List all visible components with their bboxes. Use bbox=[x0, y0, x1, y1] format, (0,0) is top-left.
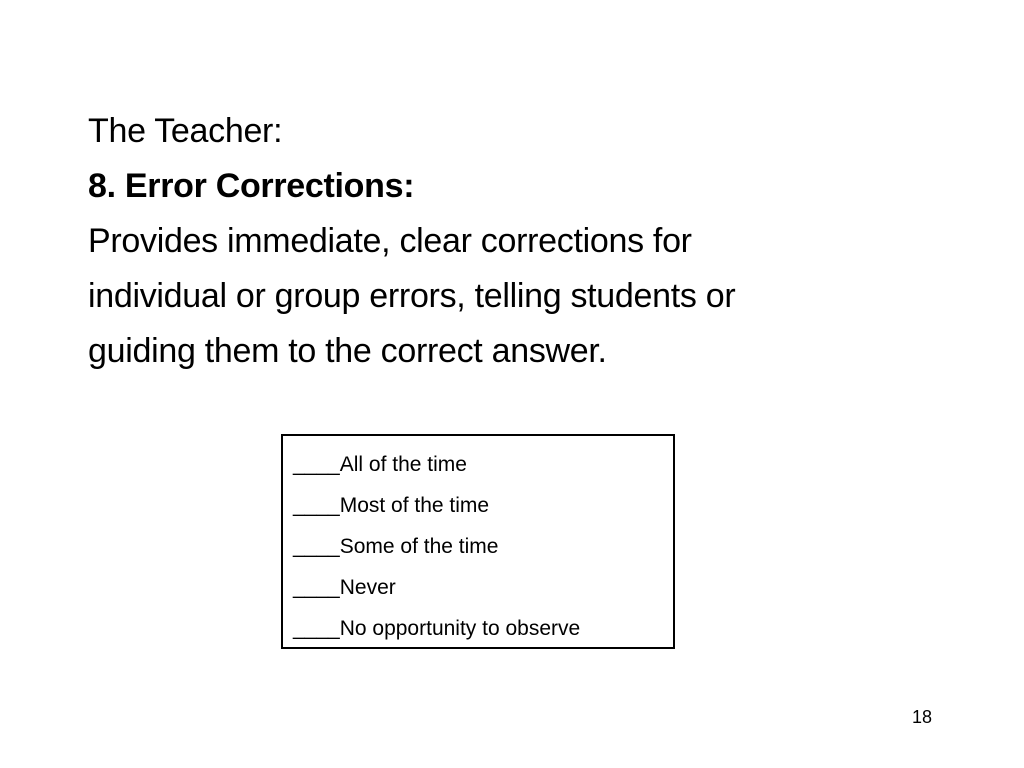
answer-blank: ____ bbox=[293, 494, 340, 517]
page-number: 18 bbox=[912, 707, 933, 727]
rating-option-some-of-the-time bbox=[293, 526, 673, 567]
rating-option-label: No opportunity to observe bbox=[339, 617, 581, 640]
rating-option-no-opportunity bbox=[293, 608, 673, 649]
description-line: individual or group errors, telling students or bbox=[88, 277, 736, 315]
rating-option-most-of-the-time bbox=[293, 485, 673, 526]
description-line: guiding them to the correct answer. bbox=[88, 332, 607, 370]
intro-text: The Teacher: bbox=[88, 112, 283, 150]
rating-option-all-of-the-time bbox=[293, 444, 673, 485]
section-title: 8. Error Corrections: bbox=[88, 167, 415, 205]
rating-option-label: Most of the time bbox=[339, 494, 490, 517]
answer-blank: ____ bbox=[293, 617, 340, 640]
slide-text-block bbox=[88, 104, 968, 379]
rating-box bbox=[281, 434, 675, 649]
rating-option-never bbox=[293, 567, 673, 608]
rating-option-label: All of the time bbox=[339, 453, 467, 476]
rating-option-label: Never bbox=[339, 576, 396, 599]
rating-options-list bbox=[283, 436, 673, 649]
rating-option-label: Some of the time bbox=[339, 535, 499, 558]
answer-blank: ____ bbox=[293, 576, 340, 599]
answer-blank: ____ bbox=[293, 535, 340, 558]
description-line: Provides immediate, clear corrections for bbox=[88, 222, 692, 260]
answer-blank: ____ bbox=[293, 453, 340, 476]
